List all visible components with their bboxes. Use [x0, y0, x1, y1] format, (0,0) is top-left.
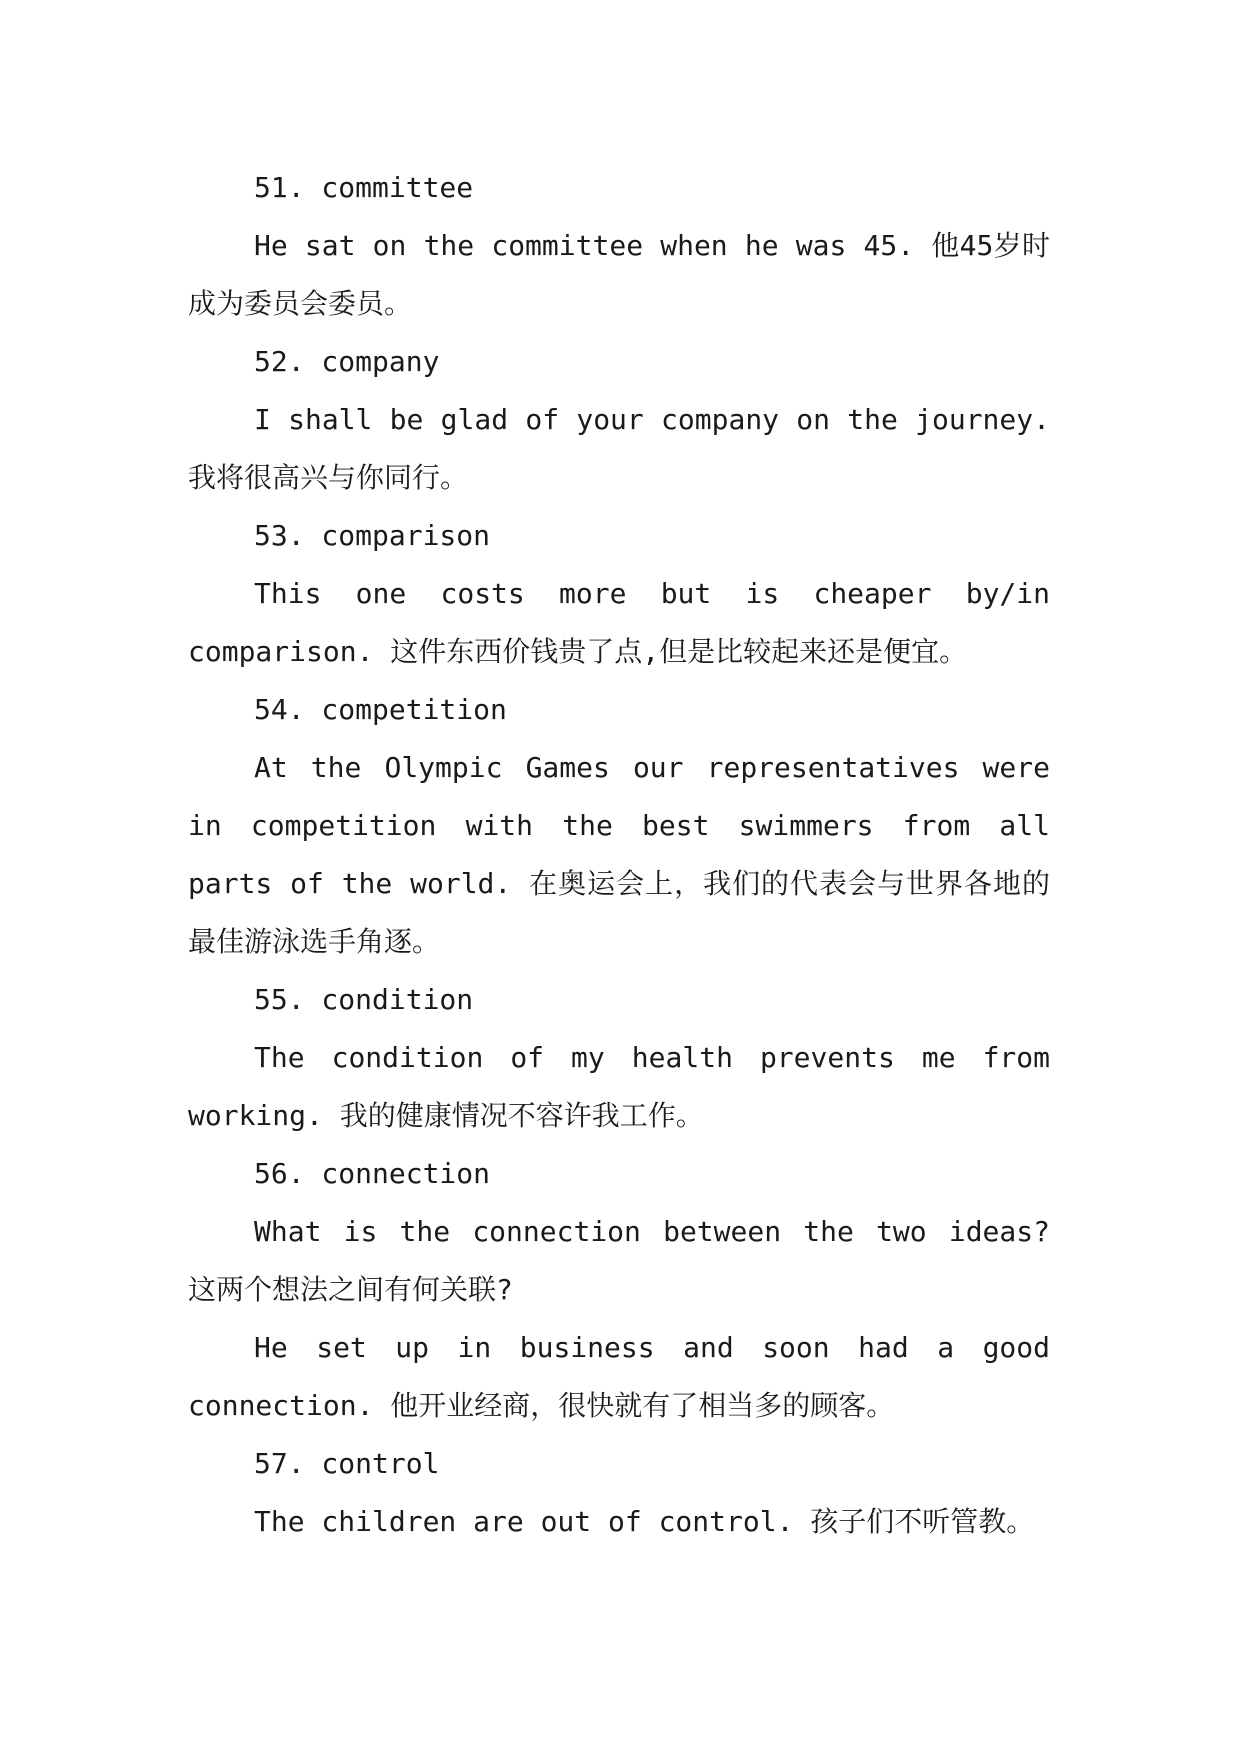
entry-heading-company: 52. company — [254, 345, 440, 378]
example-sentence-control: The children are out of control. 孩子们不听管教。 — [254, 1505, 1035, 1538]
example-sentence-condition: The condition of my health prevents me from working. 我的健康情况不容许我工作。 — [188, 1041, 1050, 1132]
entry-heading-competition: 54. competition — [254, 693, 507, 726]
example-sentence-comparison: This one costs more but is cheaper by/in comparison. 这件东西价钱贵了点,但是比较起来还是便宜。 — [188, 577, 1050, 668]
example-sentence-connection-2: He set up in business and soon had a good connection. 他开业经商，很快就有了相当多的顾客。 — [188, 1331, 1050, 1422]
vocabulary-list — [188, 159, 1050, 1551]
entry-heading-connection: 56. connection — [254, 1157, 491, 1190]
entry-heading-comparison: 53. comparison — [254, 519, 491, 552]
example-sentence-company: I shall be glad of your company on the journey. 我将很高兴与你同行。 — [188, 403, 1050, 494]
example-sentence-connection-1: What is the connection between the two ideas? 这两个想法之间有何关联? — [188, 1215, 1050, 1306]
example-sentence-committee: He sat on the committee when he was 45. 他45岁时成为委员会委员。 — [188, 229, 1050, 320]
entry-heading-condition: 55. condition — [254, 983, 474, 1016]
entry-heading-committee: 51. committee — [254, 171, 474, 204]
entry-heading-control: 57. control — [254, 1447, 440, 1480]
example-sentence-competition: At the Olympic Games our representatives were in competition with the best swimmers from all parts of the world. 在奥运会上，我们的代表会与世界各地的最佳游泳选手角逐。 — [188, 751, 1050, 958]
